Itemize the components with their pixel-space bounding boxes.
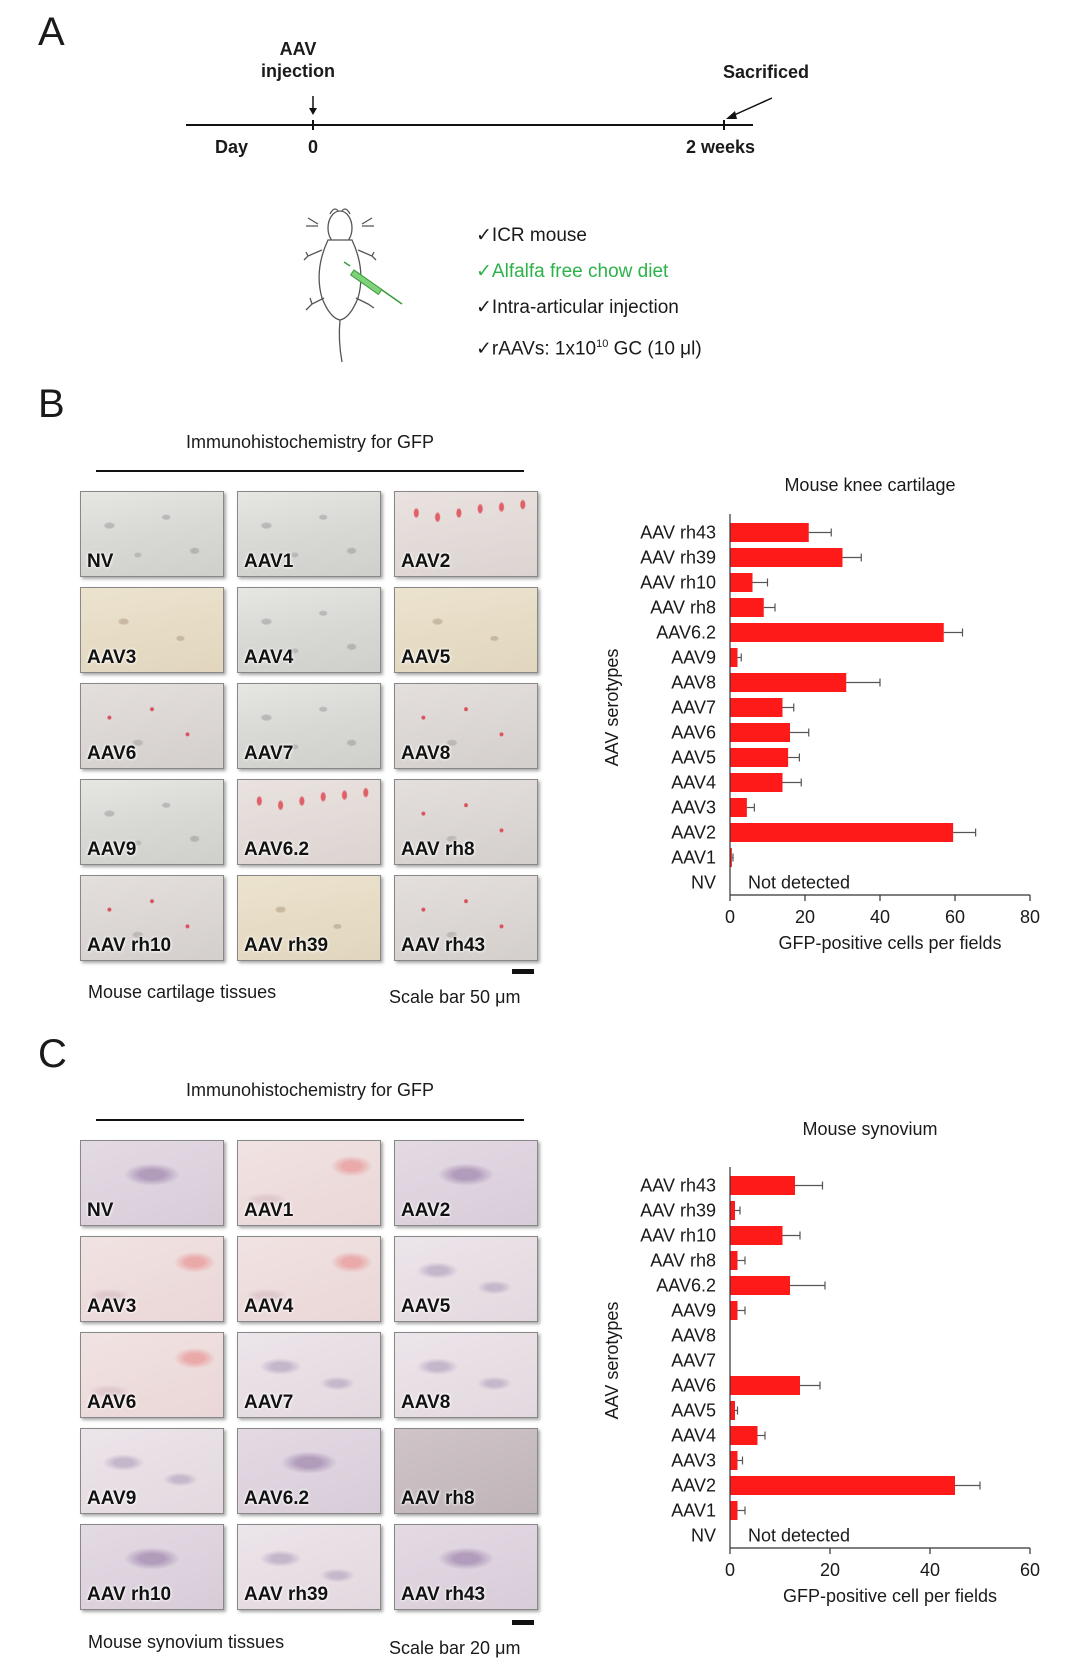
bar (730, 1301, 738, 1320)
panel-b-tissue-caption: Mouse cartilage tissues (88, 982, 277, 1002)
category-label: AAV9 (671, 647, 716, 668)
cartilage-tile-aav3: AAV3 (80, 587, 224, 673)
timeline-end-label: 2 weeks (686, 137, 756, 157)
category-label: AAV rh43 (640, 1175, 716, 1196)
category-label: AAV2 (671, 822, 716, 843)
category-label: AAV8 (671, 672, 716, 693)
x-tick-label: 40 (869, 907, 891, 927)
cartilage-tile-aav6-2: AAV6.2 (237, 779, 381, 865)
panel-b-scale-bar (512, 969, 534, 974)
synovium-tile-aav3: AAV3 (80, 1236, 224, 1322)
panel-b-title-rule (96, 470, 524, 472)
checklist (476, 218, 702, 367)
timeline-event1-line1: AAV (279, 39, 317, 59)
cartilage-tile-aav5: AAV5 (394, 587, 538, 673)
x-tick-label: 60 (944, 907, 966, 927)
x-tick-label: 0 (724, 907, 736, 927)
y-axis-label: AAV serotypes (602, 1301, 622, 1420)
cartilage-tile-nv: NV (80, 491, 224, 577)
synovium-tile-aav2: AAV2 (394, 1140, 538, 1226)
checklist-item-diet: ✓Alfalfa free chow diet (476, 261, 669, 282)
not-detected-annotation: Not detected (748, 1525, 851, 1546)
category-label: AAV6.2 (656, 1275, 716, 1296)
bar (730, 623, 944, 642)
bar (730, 1251, 738, 1270)
timeline-day-label: Day (215, 137, 249, 157)
checklist-item-raavs: ✓rAAVs: $1x10^{10}$ GC (10 μl) (476, 338, 702, 360)
panel-b-scale-caption: Scale bar 50 μm (389, 987, 521, 1007)
category-label: AAV rh39 (640, 1200, 716, 1221)
x-tick-label: 80 (1019, 907, 1041, 927)
synovium-tile-aav5: AAV5 (394, 1236, 538, 1322)
synovium-tile-aav1: AAV1 (237, 1140, 381, 1226)
category-label: AAV rh8 (650, 597, 716, 618)
cartilage-tile-aav1: AAV1 (237, 491, 381, 577)
cartilage-tile-aav4: AAV4 (237, 587, 381, 673)
mouse-illustration (290, 200, 420, 370)
cartilage-tile-aav-rh8: AAV rh8 (394, 779, 538, 865)
panel-c-section-title: Immunohistochemistry for GFP (185, 1080, 435, 1100)
category-label: AAV rh10 (640, 572, 716, 593)
synovium-tile-aav4: AAV4 (237, 1236, 381, 1322)
timeline (0, 0, 1080, 170)
panel-a-letter: A (38, 10, 65, 54)
x-tick-label: 0 (724, 1560, 736, 1580)
category-label: NV (690, 872, 716, 893)
x-axis-label: GFP-positive cell per fields (782, 1586, 998, 1606)
checklist-item-injection: ✓Intra-articular injection (476, 297, 679, 318)
synovium-tile-nv: NV (80, 1140, 224, 1226)
bar (730, 673, 846, 692)
bar (730, 1476, 955, 1495)
bar (730, 523, 809, 542)
bar (730, 548, 843, 567)
bar (730, 598, 764, 617)
synovium-tile-aav6: AAV6 (80, 1332, 224, 1418)
panel-c-tissue-caption: Mouse synovium tissues (88, 1632, 285, 1652)
synovium-bar-chart (590, 1115, 1070, 1615)
synovium-tile-aav-rh43: AAV rh43 (394, 1524, 538, 1610)
category-label: AAV2 (671, 1475, 716, 1496)
bar (730, 698, 783, 717)
category-label: AAV6.2 (656, 622, 716, 643)
panel-c-title-rule (96, 1119, 524, 1121)
cartilage-tile-aav7: AAV7 (237, 683, 381, 769)
bar (730, 1276, 790, 1295)
category-label: AAV rh43 (640, 522, 716, 543)
panel-b-letter: B (38, 382, 65, 426)
bar (730, 648, 738, 667)
chart-title: Mouse knee cartilage (784, 475, 956, 495)
timeline-start-label: 0 (308, 137, 319, 157)
category-label: AAV8 (671, 1325, 716, 1346)
cartilage-bar-chart (590, 465, 1070, 965)
y-axis-label: AAV serotypes (602, 648, 622, 767)
x-tick-label: 20 (794, 907, 816, 927)
panel-c-scale-caption: Scale bar 20 μm (389, 1638, 521, 1658)
checklist-item-mouse: ✓ICR mouse (476, 225, 587, 246)
bar (730, 1201, 735, 1220)
bar (730, 798, 747, 817)
category-label: AAV rh10 (640, 1225, 716, 1246)
bar (730, 1501, 738, 1520)
x-axis-label: GFP-positive cells per fields (778, 933, 1002, 953)
cartilage-tile-aav2: AAV2 (394, 491, 538, 577)
timeline-event2-label: Sacrificed (723, 62, 810, 82)
bar (730, 1226, 783, 1245)
chart-title: Mouse synovium (802, 1119, 938, 1139)
category-label: AAV1 (671, 1500, 716, 1521)
synovium-tile-aav8: AAV8 (394, 1332, 538, 1418)
cartilage-tile-aav-rh39: AAV rh39 (237, 875, 381, 961)
category-label: AAV3 (671, 797, 716, 818)
bar (730, 1376, 800, 1395)
category-label: AAV1 (671, 847, 716, 868)
category-label: AAV7 (671, 1350, 716, 1371)
synovium-tile-aav-rh10: AAV rh10 (80, 1524, 224, 1610)
x-tick-label: 60 (1019, 1560, 1041, 1580)
sacrificed-arrow (732, 98, 772, 116)
bar (730, 1451, 738, 1470)
cartilage-tile-aav-rh43: AAV rh43 (394, 875, 538, 961)
cartilage-tile-aav9: AAV9 (80, 779, 224, 865)
synovium-tile-aav-rh8: AAV rh8 (394, 1428, 538, 1514)
bar (730, 1176, 795, 1195)
cartilage-tile-aav-rh10: AAV rh10 (80, 875, 224, 961)
bar (730, 773, 783, 792)
bar (730, 573, 753, 592)
category-label: AAV7 (671, 697, 716, 718)
synovium-tile-aav-rh39: AAV rh39 (237, 1524, 381, 1610)
category-label: AAV4 (671, 1425, 716, 1446)
bar (730, 723, 790, 742)
cartilage-tile-aav8: AAV8 (394, 683, 538, 769)
bar (730, 1401, 735, 1420)
panel-c-letter: C (38, 1032, 67, 1076)
category-label: AAV3 (671, 1450, 716, 1471)
category-label: AAV5 (671, 747, 716, 768)
category-label: AAV rh8 (650, 1250, 716, 1271)
synovium-tile-aav9: AAV9 (80, 1428, 224, 1514)
synovium-tile-aav6-2: AAV6.2 (237, 1428, 381, 1514)
panel-b-section-title: Immunohistochemistry for GFP (185, 432, 435, 452)
bar (730, 1426, 758, 1445)
category-label: AAV6 (671, 722, 716, 743)
bar (730, 748, 788, 767)
synovium-tile-aav7: AAV7 (237, 1332, 381, 1418)
x-tick-label: 40 (919, 1560, 941, 1580)
category-label: AAV9 (671, 1300, 716, 1321)
category-label: AAV4 (671, 772, 716, 793)
category-label: AAV5 (671, 1400, 716, 1421)
cartilage-tile-aav6: AAV6 (80, 683, 224, 769)
category-label: AAV6 (671, 1375, 716, 1396)
bar (730, 823, 953, 842)
category-label: NV (690, 1525, 716, 1546)
timeline-event1-line2: injection (260, 61, 335, 81)
panel-c-scale-bar (512, 1620, 534, 1625)
category-label: AAV rh39 (640, 547, 716, 568)
not-detected-annotation: Not detected (748, 872, 851, 893)
x-tick-label: 20 (819, 1560, 841, 1580)
